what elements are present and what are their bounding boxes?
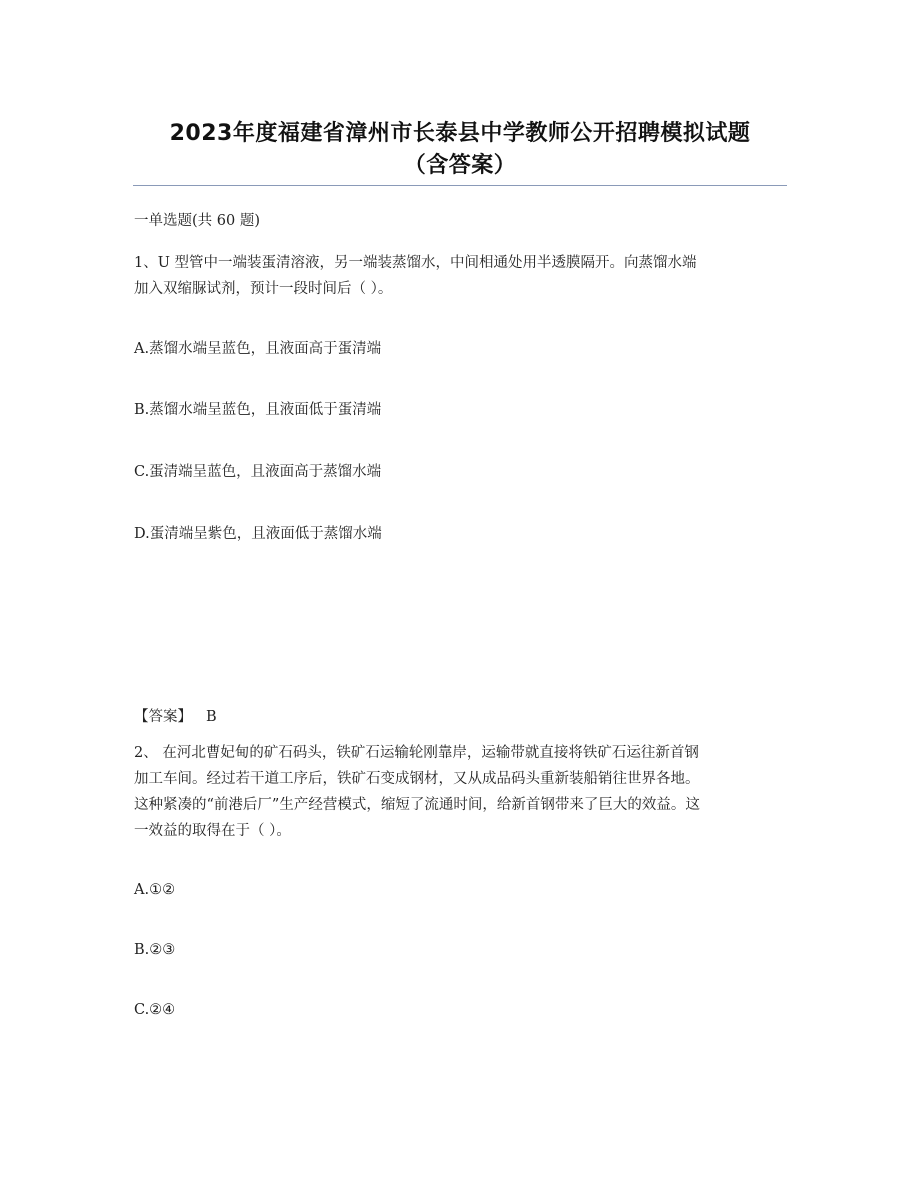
document-subtitle: （含答案） [403,153,517,178]
question-2-stem-line: 加工车间。经过若干道工序后，铁矿石变成钢材，又从成品码头重新装船销往世界各地。 [134,771,700,787]
answer-label: 【答案】 [134,709,192,725]
question-2-stem [134,740,780,844]
question-2-stem-line: 2、 在河北曹妃甸的矿石码头，铁矿石运输轮刚靠岸，运输带就直接将铁矿石运往新首钢 [134,745,699,761]
answer-value: B [206,709,217,725]
question-2-stem-line: 这种紧凑的“前港后厂”生产经营模式，缩短了流通时间，给新首钢带来了巨大的效益。这 [134,797,700,813]
question-1-answer [134,704,217,730]
question-2-stem-line: 一效益的取得在于（ ）。 [134,823,291,839]
document-title: 2023年度福建省漳州市长泰县中学教师公开招聘模拟试题 [169,121,751,146]
title-divider [133,185,787,186]
question-1-stem [134,250,780,302]
question-1-stem-line: 1、U 型管中一端装蛋清溶液，另一端装蒸馏水，中间相通处用半透膜隔开。向蒸馏水端 [134,255,697,271]
question-1-option-c: C.蛋清端呈蓝色，且液面高于蒸馏水端 [134,464,382,480]
question-1-option-a: A.蒸馏水端呈蓝色，且液面高于蛋清端 [134,341,382,357]
question-2-option-c: C.②④ [134,1002,176,1018]
question-1-stem-line: 加入双缩脲试剂，预计一段时间后（ ）。 [134,281,393,297]
section-label: 一单选题(共 60 题) [134,213,260,229]
question-1-option-b: B.蒸馏水端呈蓝色，且液面低于蛋清端 [134,402,382,418]
question-1-option-d: D.蛋清端呈紫色，且液面低于蒸馏水端 [134,526,382,542]
question-2-option-a: A.①② [134,882,176,898]
question-2-option-b: B.②③ [134,942,176,958]
